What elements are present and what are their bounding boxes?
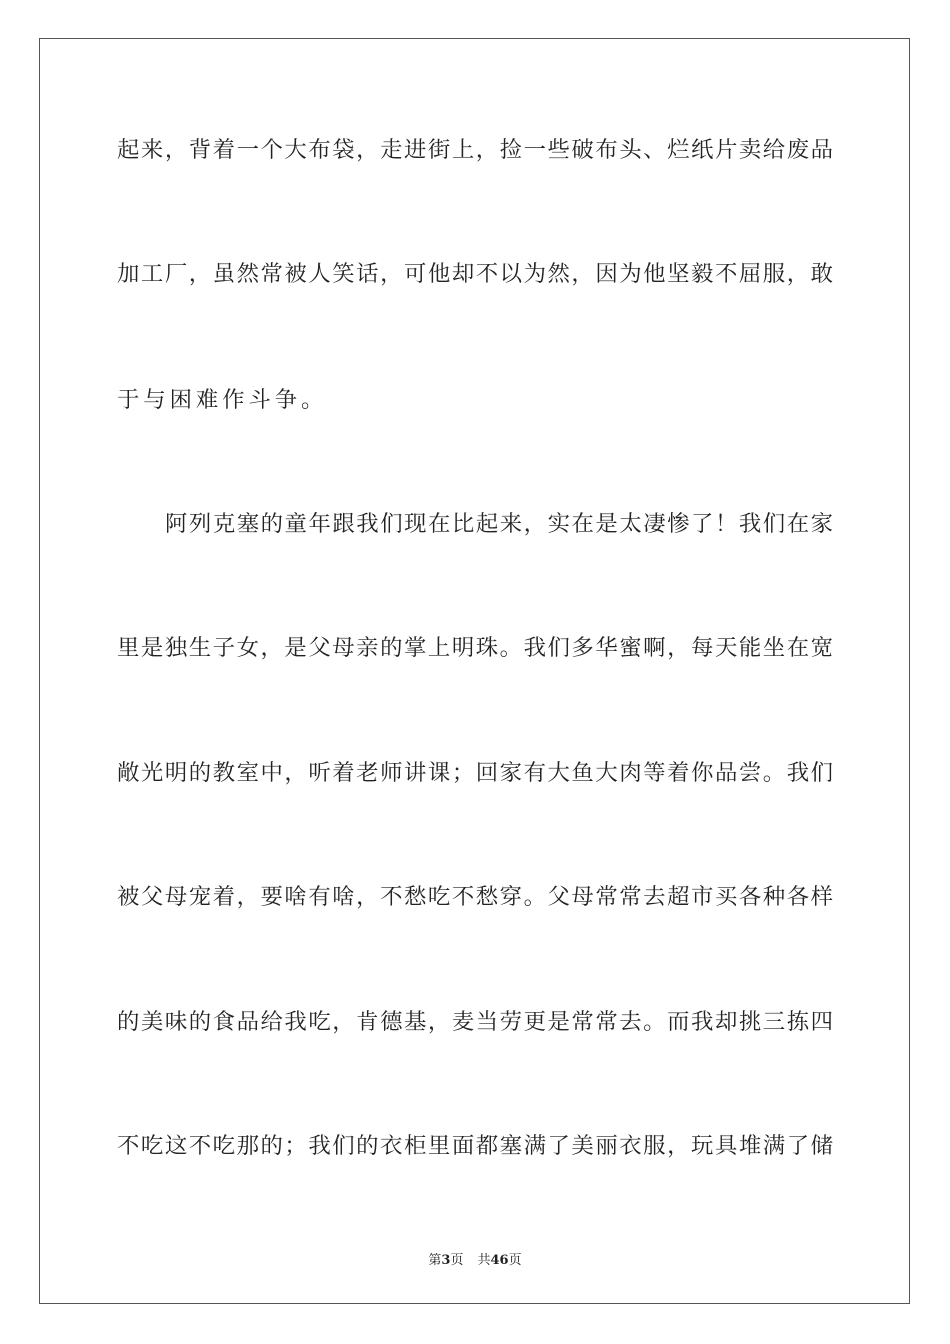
- page-border: [39, 38, 910, 1304]
- page-suffix: 页: [450, 1253, 464, 1268]
- body-line-7: 被父母宠着，要啥有啥，不愁吃不愁穿。父母常常去超市买各种各样: [117, 884, 833, 910]
- body-line-2: 加工厂，虽然常被人笑话，可他却不以为然，因为他坚毅不屈服，敢: [117, 261, 833, 287]
- page-number: 3: [441, 1253, 451, 1268]
- page-prefix: 第: [428, 1253, 442, 1268]
- body-line-3: 于与困难作斗争。: [117, 387, 328, 413]
- body-line-5: 里是独生子女，是父母亲的掌上明珠。我们多华蜜啊，每天能坐在宽: [117, 635, 833, 661]
- body-line-8: 的美味的食品给我吃，肯德基，麦当劳更是常常去。而我却挑三拣四: [117, 1009, 833, 1035]
- total-prefix: 共: [477, 1253, 491, 1268]
- total-pages: 46: [490, 1253, 509, 1268]
- body-line-4: 阿列克塞的童年跟我们现在比起来，实在是太凄惨了！我们在家: [165, 511, 833, 537]
- body-line-6: 敞光明的教室中，听着老师讲课；回家有大鱼大肉等着你品尝。我们: [117, 760, 833, 786]
- body-line-1: 起来，背着一个大布袋，走进街上，捡一些破布头、烂纸片卖给废品: [117, 137, 833, 163]
- total-suffix: 页: [508, 1253, 522, 1268]
- body-line-9: 不吃这不吃那的；我们的衣柜里面都塞满了美丽衣服，玩具堆满了储: [117, 1133, 833, 1159]
- page-footer: [0, 1249, 950, 1268]
